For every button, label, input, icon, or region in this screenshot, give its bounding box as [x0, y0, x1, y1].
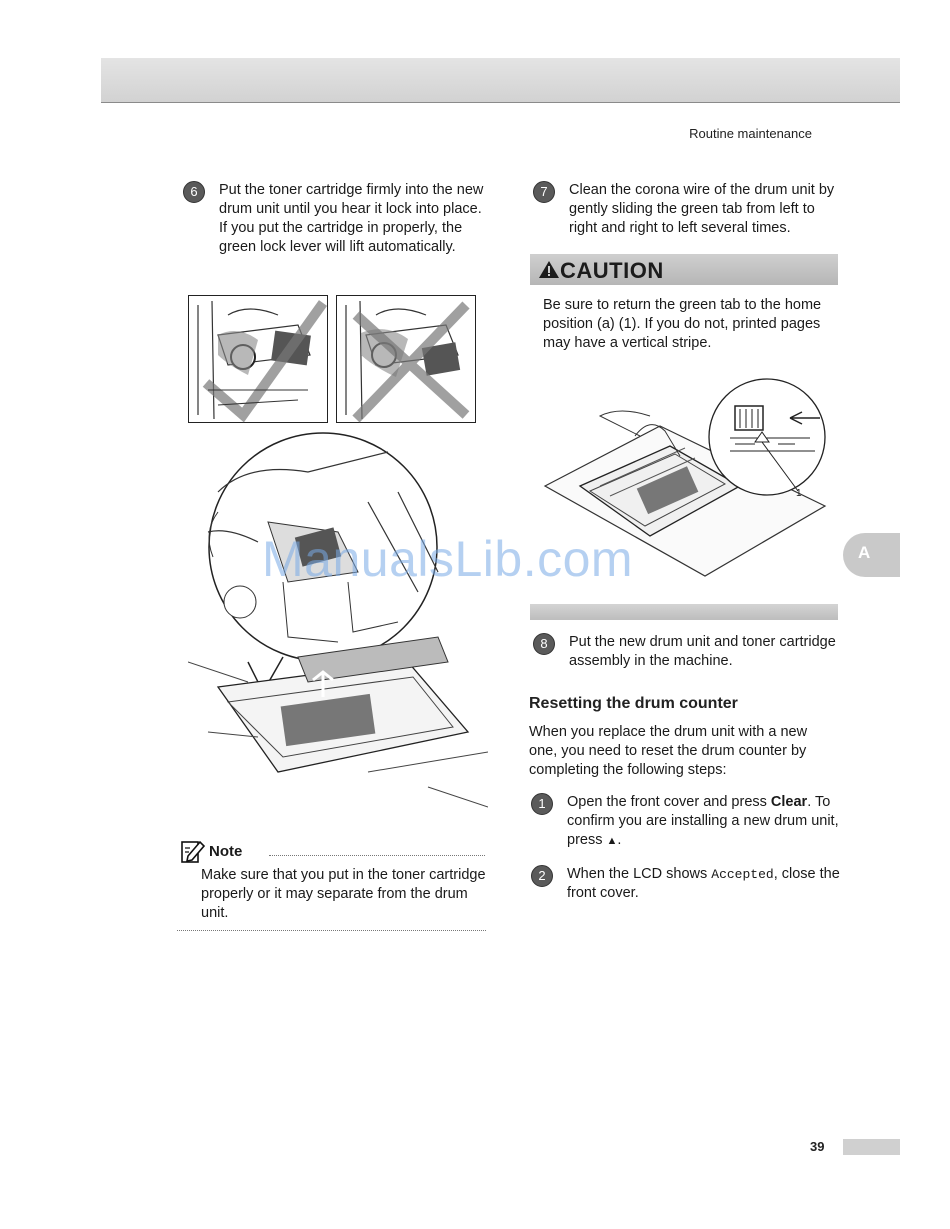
- caution-text: Be sure to return the green tab to the home position (a) (1). If you do not, printed pages may have a vertical stripe.: [543, 297, 822, 351]
- step-number: 6: [183, 181, 205, 203]
- note-bottom-divider: [177, 930, 486, 931]
- figure-label: 1: [796, 488, 802, 499]
- illustration-drum-assembly: [188, 432, 488, 822]
- warning-triangle-icon: [538, 259, 560, 279]
- step-number: 8: [533, 633, 555, 655]
- step-text-part: .: [617, 832, 622, 848]
- note-text: Make sure that you put in the toner cartridge properly or it may separate from the drum unit.: [201, 867, 486, 921]
- note-title: Note: [209, 843, 243, 860]
- step-number: 7: [533, 181, 555, 203]
- page-number-band: [843, 1139, 900, 1155]
- note-pencil-icon: [180, 838, 206, 864]
- reset-step-1: [531, 793, 841, 851]
- caution-label: CAUTION: [560, 258, 664, 283]
- step-text: Put the new drum unit and toner cartridge assembly in the machine.: [569, 634, 836, 669]
- reset-intro: When you replace the drum unit with a new one, you need to reset the drum counter by completing the following steps:: [529, 724, 808, 778]
- step-number: 2: [531, 865, 553, 887]
- step-text: [567, 865, 841, 903]
- clear-key-label: Clear: [770, 794, 808, 810]
- lcd-message: Accepted: [711, 867, 774, 882]
- reset-heading: Resetting the drum counter: [529, 695, 738, 712]
- step-text-part: , close the front cover.: [567, 866, 840, 901]
- chapter-tab: [843, 533, 900, 577]
- step-7: [533, 181, 843, 238]
- up-arrow-icon: ▲: [606, 835, 618, 847]
- reset-step-2: [531, 865, 841, 903]
- caution-footer-bar: [530, 604, 838, 620]
- section-title: Routine maintenance: [689, 126, 812, 141]
- watermark: ManualsLib.com: [262, 531, 634, 587]
- illustration-incorrect-2: [336, 295, 476, 423]
- step-text-part: . To confirm you are installing a new drum unit, press: [567, 794, 839, 848]
- header-band: [101, 58, 900, 103]
- step-8: [533, 633, 843, 671]
- chapter-tab-label: A: [858, 543, 871, 562]
- step-text: Put the toner cartridge firmly into the new drum unit until you hear it lock into place. If you put the cartridge in properly, the green lock lever will lift automatically.: [219, 182, 484, 255]
- step-text: [567, 793, 841, 851]
- step-text: Clean the corona wire of the drum unit by gently sliding the green tab from left to right and right to left several times.: [569, 182, 835, 236]
- step-number: 1: [531, 793, 553, 815]
- step-text-part: Open the front cover and press: [567, 794, 771, 810]
- step-text-part: When the LCD shows: [567, 866, 712, 882]
- note-divider: [269, 855, 485, 856]
- illustration-corona-wire: [540, 376, 830, 596]
- illustration-incorrect-1: [188, 295, 328, 423]
- step-6: [183, 181, 493, 257]
- page-number: 39: [810, 1139, 825, 1154]
